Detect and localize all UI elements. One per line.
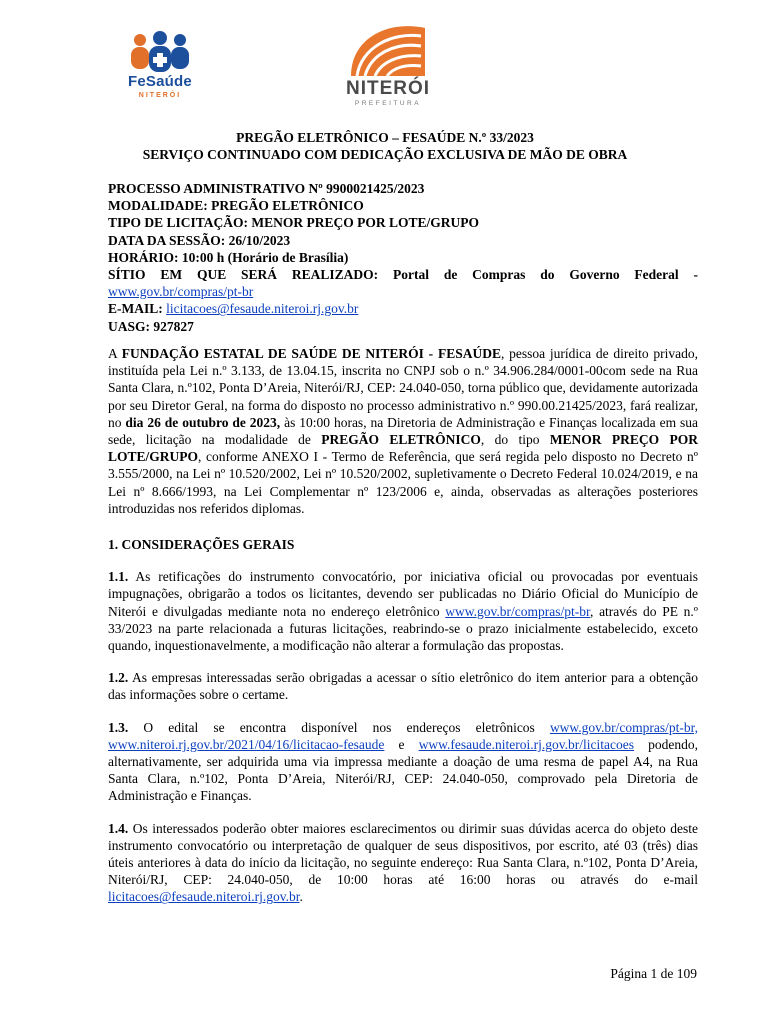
- fesaude-people-icon: [120, 30, 200, 75]
- clause-1-2: [108, 669, 698, 703]
- intro-paragraph: [108, 345, 698, 517]
- fesaude-logo: [120, 30, 200, 102]
- uasg-line: UASG: 927827: [108, 318, 194, 334]
- email-link[interactable]: licitacoes@fesaude.niteroi.rj.gov.br: [166, 301, 359, 317]
- section-heading: 1. CONSIDERAÇÕES GERAIS: [108, 537, 295, 553]
- clause-number: 1.1.: [108, 569, 129, 585]
- sitio-value: Portal de Compras do Governo Federal -: [393, 267, 698, 283]
- intro-bold-2: dia 26 de outubro de 2023,: [125, 414, 281, 430]
- document-title: PREGÃO ELETRÔNICO – FESAÚDE N.º 33/2023: [236, 130, 534, 145]
- clause-text: podendo, alternativamente, ser adquirida uma via impressa mediante a doação de uma resma de papel A4, na Rua Santa Clara, n.º102, Ponta D’Areia, Niterói/RJ, CEP: 24.040-050, comprovado pela Diretoria de Administração e Finanças.: [108, 736, 698, 804]
- intro-bold-3: PREGÃO ELETRÔNICO: [321, 432, 481, 448]
- horario-line: HORÁRIO: 10:00 h (Horário de Brasília): [108, 249, 349, 265]
- clause-1-1: [108, 568, 698, 654]
- clause-number: 1.3.: [108, 719, 129, 735]
- email-link[interactable]: licitacoes@fesaude.niteroi.rj.gov.br: [108, 889, 300, 905]
- sitio-label: SÍTIO EM QUE SERÁ REALIZADO:: [108, 267, 379, 283]
- clause-text: e: [384, 736, 419, 752]
- sitio-link-line: [108, 283, 698, 300]
- clause-text: , através do PE n.º 33/2023 na parte relacionada a futuras licitações, reabrindo-se o prazo inicialmente estabelecido, exceto quando, inquestionavelmente, a modificação não alterar a formulação das propostas.: [108, 603, 698, 654]
- modalidade-line: MODALIDADE: PREGÃO ELETRÔNICO: [108, 198, 364, 214]
- intro-bold-4: MENOR PREÇO POR LOTE/GRUPO: [108, 432, 698, 465]
- clause-number: 1.2.: [108, 670, 129, 686]
- sitio-link[interactable]: www.gov.br/compras/pt-br: [108, 284, 254, 300]
- compras-link[interactable]: www.gov.br/compras/pt-br: [445, 603, 590, 619]
- niteroi-logo-name: NITERÓI: [345, 78, 431, 99]
- niteroi-logo: [343, 18, 433, 106]
- intro-text-5: , conforme ANEXO I - Termo de Referência, que será regida pelo disposto no Decreto nº 3.555/2000, na Lei nº 10.520/2002, Lei nº 10.520/2002, supletivamente o Decreto Federal 10.024/2019, e na Lei nº 8.666/1993, na Lei Complementar nº 123/2006 e, ainda, observadas as alterações posteriores introduzidas nos referidos diplomas.: [108, 449, 698, 516]
- page-number: Página 1 de 109: [610, 966, 697, 981]
- clause-text: As retificações do instrumento convocatório, por iniciativa oficial ou provocadas por eventuais impugnações, obrigarão a todos os licitantes, devendo ser publicadas no Diário Oficial do Município de Niterói e divulgadas mediante nota no endereço eletrônico: [108, 569, 698, 619]
- processo-line: PROCESSO ADMINISTRATIVO Nº 9900021425/2023: [108, 181, 425, 196]
- clause-1-4: [108, 820, 698, 906]
- document-body: [108, 345, 698, 906]
- clause-text: Os interessados poderão obter maiores esclarecimentos ou dirimir suas dúvidas acerca do objeto deste instrumento convocatório ou interpretação de qualquer de seus dispositivos, por escrito, até 03 (três) dias úteis anteriores à data do início da licitação, no seguinte endereço: Rua Santa Clara, n.º102, Ponta D’Areia, Niterói/RJ, CEP: 24.040-050, de 10:00 horas até 16:00 horas ou através do e-mail: [108, 820, 698, 888]
- email-label: E-MAIL:: [108, 301, 163, 317]
- intro-bold-1: FUNDAÇÃO ESTATAL DE SAÚDE DE NITERÓI - FESAÚDE: [121, 346, 501, 361]
- intro-text-3: às 10:00 horas, na Diretoria de Administração e Finanças localizada em sua sede, licitação na modalidade de: [108, 414, 698, 448]
- document-subtitle: SERVIÇO CONTINUADO COM DEDICAÇÃO EXCLUSIVA DE MÃO DE OBRA: [142, 147, 628, 162]
- niteroi-emblem-icon: [343, 18, 433, 78]
- clause-1-3: [108, 719, 698, 805]
- clause-text: .: [299, 889, 303, 905]
- fesaude-logo-sub: NITERÓI: [138, 92, 182, 99]
- intro-text-1: A: [108, 346, 122, 361]
- niteroi-logo-sub: PREFEITURA: [354, 100, 422, 107]
- clause-number: 1.4.: [108, 820, 129, 836]
- intro-text-2: , pessoa jurídica de direito privado, instituída pela Lei n.º 3.133, de 13.04.15, inscrita no CNPJ sob o n.º 34.906.284/0001-00com sede na Rua Santa Clara, n.º102, Ponta D’Areia, Niterói/RJ, CEP: 24.040-050, torna público que, devidamente autorizada por seu Diretor Geral, na forma do disposto no processo administrativo n.º 990.00.21425/2023, fará realizar, no: [108, 346, 698, 430]
- tipo-line: TIPO DE LICITAÇÃO: MENOR PREÇO POR LOTE/GRUPO: [108, 215, 480, 231]
- clause-text: O edital se encontra disponível nos endereços eletrônicos: [128, 719, 550, 735]
- niteroi-licitacao-link[interactable]: www.niteroi.rj.gov.br/2021/04/16/licitacao-fesaude: [108, 736, 385, 752]
- clause-text: As empresas interessadas serão obrigadas a acessar o sítio eletrônico do item anterior para a obtenção das informações sobre o certame.: [108, 670, 698, 703]
- compras-link[interactable]: www.gov.br/compras/pt-br,: [549, 719, 698, 735]
- email-line: [108, 300, 698, 317]
- fesaude-licitacoes-link[interactable]: www.fesaude.niteroi.rj.gov.br/licitacoes: [418, 736, 634, 752]
- process-info: [108, 180, 698, 335]
- data-line: DATA DA SESSÃO: 26/10/2023: [108, 232, 291, 248]
- intro-text-4: , do tipo: [480, 432, 550, 448]
- sitio-line: [108, 266, 698, 283]
- fesaude-logo-name: FeSaúde: [128, 73, 192, 90]
